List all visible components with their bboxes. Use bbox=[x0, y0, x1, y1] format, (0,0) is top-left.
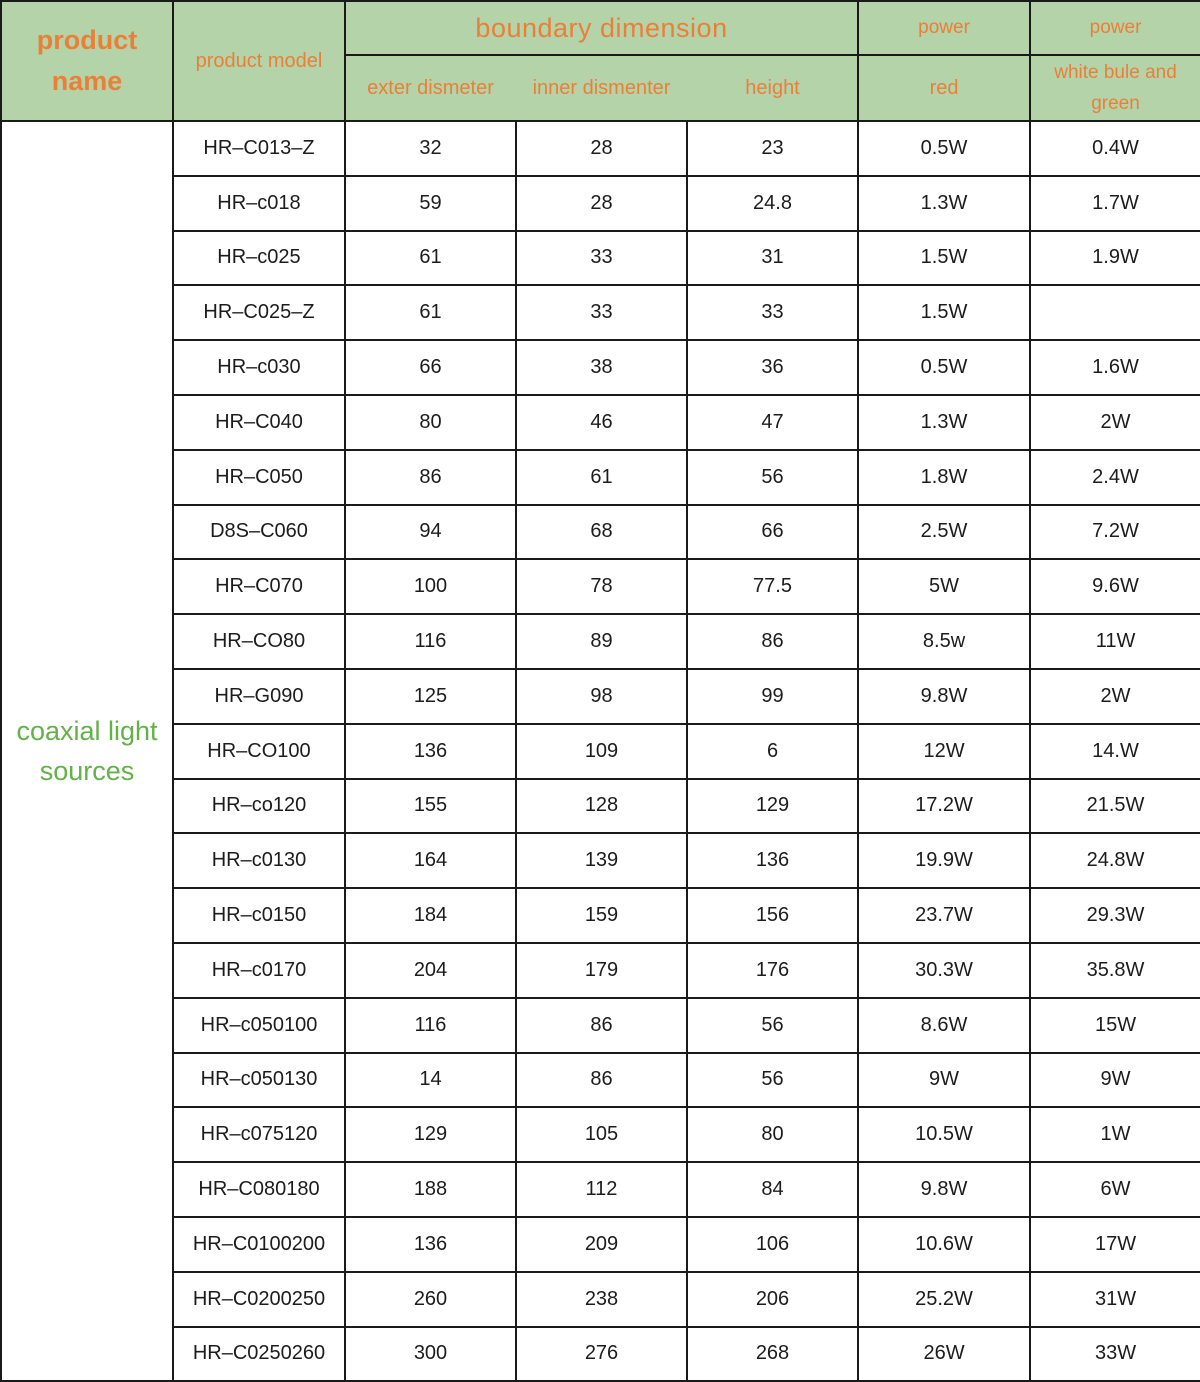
cell-inner-diameter: 276 bbox=[516, 1327, 687, 1382]
cell-inner-diameter: 61 bbox=[516, 450, 687, 505]
cell-model: HR–C013–Z bbox=[173, 121, 345, 176]
cell-model: HR–c050100 bbox=[173, 998, 345, 1053]
cell-power-wbg: 21.5W bbox=[1030, 779, 1200, 834]
cell-height: 80 bbox=[687, 1107, 858, 1162]
cell-height: 268 bbox=[687, 1327, 858, 1382]
table-row bbox=[1, 833, 1200, 888]
cell-model: HR–C050 bbox=[173, 450, 345, 505]
cell-power-red: 8.5w bbox=[858, 614, 1030, 669]
cell-inner-diameter: 28 bbox=[516, 121, 687, 176]
table-row bbox=[1, 505, 1200, 560]
cell-power-red: 10.6W bbox=[858, 1217, 1030, 1272]
cell-inner-diameter: 89 bbox=[516, 614, 687, 669]
cell-model: HR–c025 bbox=[173, 231, 345, 286]
table-row bbox=[1, 176, 1200, 231]
cell-height: 66 bbox=[687, 505, 858, 560]
cell-model: HR–C0200250 bbox=[173, 1272, 345, 1327]
cell-height: 56 bbox=[687, 1053, 858, 1108]
cell-height: 23 bbox=[687, 121, 858, 176]
cell-model: HR–CO100 bbox=[173, 724, 345, 779]
cell-power-wbg: 29.3W bbox=[1030, 888, 1200, 943]
cell-power-red: 1.5W bbox=[858, 285, 1030, 340]
cell-model: HR–c050130 bbox=[173, 1053, 345, 1108]
cell-height: 56 bbox=[687, 450, 858, 505]
cell-inner-diameter: 38 bbox=[516, 340, 687, 395]
cell-model: HR–C025–Z bbox=[173, 285, 345, 340]
cell-power-wbg: 15W bbox=[1030, 998, 1200, 1053]
cell-model: HR–c0170 bbox=[173, 943, 345, 998]
cell-power-red: 0.5W bbox=[858, 121, 1030, 176]
cell-inner-diameter: 33 bbox=[516, 231, 687, 286]
cell-model: HR–co120 bbox=[173, 779, 345, 834]
cell-model: HR–CO80 bbox=[173, 614, 345, 669]
cell-power-red: 12W bbox=[858, 724, 1030, 779]
cell-model: HR–c0150 bbox=[173, 888, 345, 943]
cell-power-red: 0.5W bbox=[858, 340, 1030, 395]
table-row bbox=[1, 1327, 1200, 1382]
cell-exter-diameter: 86 bbox=[345, 450, 516, 505]
cell-model: HR–c030 bbox=[173, 340, 345, 395]
header-boundary-dimension: boundary dimension bbox=[345, 1, 858, 55]
table-row bbox=[1, 1162, 1200, 1217]
group-label-cell: coaxial light sources bbox=[1, 121, 173, 1381]
table-row bbox=[1, 559, 1200, 614]
cell-power-red: 9.8W bbox=[858, 669, 1030, 724]
header-red: red bbox=[858, 55, 1030, 121]
cell-exter-diameter: 116 bbox=[345, 614, 516, 669]
table-row bbox=[1, 998, 1200, 1053]
cell-inner-diameter: 179 bbox=[516, 943, 687, 998]
cell-model: HR–c0130 bbox=[173, 833, 345, 888]
cell-exter-diameter: 32 bbox=[345, 121, 516, 176]
cell-inner-diameter: 209 bbox=[516, 1217, 687, 1272]
cell-power-red: 9.8W bbox=[858, 1162, 1030, 1217]
cell-height: 6 bbox=[687, 724, 858, 779]
cell-height: 176 bbox=[687, 943, 858, 998]
table-row bbox=[1, 121, 1200, 176]
table-row bbox=[1, 1053, 1200, 1108]
cell-height: 24.8 bbox=[687, 176, 858, 231]
cell-model: HR–C040 bbox=[173, 395, 345, 450]
cell-inner-diameter: 128 bbox=[516, 779, 687, 834]
cell-height: 36 bbox=[687, 340, 858, 395]
table-row bbox=[1, 779, 1200, 834]
cell-power-wbg: 1W bbox=[1030, 1107, 1200, 1162]
cell-exter-diameter: 155 bbox=[345, 779, 516, 834]
cell-power-red: 5W bbox=[858, 559, 1030, 614]
table-header bbox=[1, 1, 1200, 121]
cell-power-red: 1.8W bbox=[858, 450, 1030, 505]
cell-power-wbg: 31W bbox=[1030, 1272, 1200, 1327]
cell-power-wbg bbox=[1030, 285, 1200, 340]
cell-exter-diameter: 116 bbox=[345, 998, 516, 1053]
cell-inner-diameter: 112 bbox=[516, 1162, 687, 1217]
cell-model: HR–C0100200 bbox=[173, 1217, 345, 1272]
cell-power-red: 9W bbox=[858, 1053, 1030, 1108]
cell-height: 77.5 bbox=[687, 559, 858, 614]
table-row bbox=[1, 669, 1200, 724]
cell-power-red: 25.2W bbox=[858, 1272, 1030, 1327]
cell-exter-diameter: 164 bbox=[345, 833, 516, 888]
header-exter-diameter: exter dismeter bbox=[345, 55, 516, 121]
cell-inner-diameter: 139 bbox=[516, 833, 687, 888]
header-power-wbg-group: power bbox=[1030, 1, 1200, 55]
header-inner-diameter: inner dismenter bbox=[516, 55, 687, 121]
cell-power-wbg: 11W bbox=[1030, 614, 1200, 669]
cell-height: 86 bbox=[687, 614, 858, 669]
cell-exter-diameter: 204 bbox=[345, 943, 516, 998]
cell-inner-diameter: 68 bbox=[516, 505, 687, 560]
cell-power-wbg: 14.W bbox=[1030, 724, 1200, 779]
cell-exter-diameter: 59 bbox=[345, 176, 516, 231]
cell-model: HR–C080180 bbox=[173, 1162, 345, 1217]
cell-exter-diameter: 260 bbox=[345, 1272, 516, 1327]
header-product-name: product name bbox=[1, 1, 173, 121]
cell-power-red: 23.7W bbox=[858, 888, 1030, 943]
cell-exter-diameter: 136 bbox=[345, 724, 516, 779]
cell-height: 84 bbox=[687, 1162, 858, 1217]
cell-exter-diameter: 94 bbox=[345, 505, 516, 560]
cell-power-wbg: 9.6W bbox=[1030, 559, 1200, 614]
cell-power-red: 8.6W bbox=[858, 998, 1030, 1053]
cell-height: 129 bbox=[687, 779, 858, 834]
cell-inner-diameter: 86 bbox=[516, 1053, 687, 1108]
header-power-red-group: power bbox=[858, 1, 1030, 55]
cell-power-red: 19.9W bbox=[858, 833, 1030, 888]
cell-power-red: 17.2W bbox=[858, 779, 1030, 834]
cell-height: 106 bbox=[687, 1217, 858, 1272]
cell-power-wbg: 2W bbox=[1030, 669, 1200, 724]
cell-power-wbg: 2.4W bbox=[1030, 450, 1200, 505]
cell-exter-diameter: 300 bbox=[345, 1327, 516, 1382]
header-product-model: product model bbox=[173, 1, 345, 121]
cell-power-wbg: 6W bbox=[1030, 1162, 1200, 1217]
cell-power-wbg: 2W bbox=[1030, 395, 1200, 450]
header-white-blue-green: white bule and green bbox=[1030, 55, 1200, 121]
cell-exter-diameter: 136 bbox=[345, 1217, 516, 1272]
header-height: height bbox=[687, 55, 858, 121]
cell-inner-diameter: 78 bbox=[516, 559, 687, 614]
cell-exter-diameter: 61 bbox=[345, 285, 516, 340]
cell-power-wbg: 1.6W bbox=[1030, 340, 1200, 395]
cell-power-red: 1.3W bbox=[858, 395, 1030, 450]
cell-power-red: 26W bbox=[858, 1327, 1030, 1382]
cell-power-wbg: 9W bbox=[1030, 1053, 1200, 1108]
cell-power-wbg: 1.9W bbox=[1030, 231, 1200, 286]
cell-inner-diameter: 238 bbox=[516, 1272, 687, 1327]
cell-power-red: 30.3W bbox=[858, 943, 1030, 998]
cell-inner-diameter: 46 bbox=[516, 395, 687, 450]
cell-power-wbg: 24.8W bbox=[1030, 833, 1200, 888]
cell-height: 206 bbox=[687, 1272, 858, 1327]
cell-power-red: 1.3W bbox=[858, 176, 1030, 231]
cell-inner-diameter: 33 bbox=[516, 285, 687, 340]
cell-inner-diameter: 28 bbox=[516, 176, 687, 231]
cell-power-red: 2.5W bbox=[858, 505, 1030, 560]
cell-height: 99 bbox=[687, 669, 858, 724]
table-row bbox=[1, 614, 1200, 669]
cell-exter-diameter: 61 bbox=[345, 231, 516, 286]
cell-inner-diameter: 98 bbox=[516, 669, 687, 724]
table-row bbox=[1, 285, 1200, 340]
cell-exter-diameter: 129 bbox=[345, 1107, 516, 1162]
table-row bbox=[1, 888, 1200, 943]
table-row bbox=[1, 1217, 1200, 1272]
cell-exter-diameter: 66 bbox=[345, 340, 516, 395]
cell-power-wbg: 1.7W bbox=[1030, 176, 1200, 231]
cell-power-wbg: 0.4W bbox=[1030, 121, 1200, 176]
cell-power-red: 1.5W bbox=[858, 231, 1030, 286]
cell-exter-diameter: 125 bbox=[345, 669, 516, 724]
cell-height: 136 bbox=[687, 833, 858, 888]
cell-height: 31 bbox=[687, 231, 858, 286]
cell-height: 56 bbox=[687, 998, 858, 1053]
cell-inner-diameter: 86 bbox=[516, 998, 687, 1053]
cell-exter-diameter: 80 bbox=[345, 395, 516, 450]
cell-power-wbg: 35.8W bbox=[1030, 943, 1200, 998]
table-row bbox=[1, 1107, 1200, 1162]
cell-exter-diameter: 188 bbox=[345, 1162, 516, 1217]
cell-inner-diameter: 105 bbox=[516, 1107, 687, 1162]
cell-model: HR–G090 bbox=[173, 669, 345, 724]
cell-power-wbg: 33W bbox=[1030, 1327, 1200, 1382]
cell-power-red: 10.5W bbox=[858, 1107, 1030, 1162]
table-row bbox=[1, 231, 1200, 286]
cell-inner-diameter: 159 bbox=[516, 888, 687, 943]
table-body bbox=[1, 121, 1200, 1381]
table-row bbox=[1, 340, 1200, 395]
table-row bbox=[1, 943, 1200, 998]
cell-model: D8S–C060 bbox=[173, 505, 345, 560]
cell-power-wbg: 17W bbox=[1030, 1217, 1200, 1272]
table-row bbox=[1, 724, 1200, 779]
cell-model: HR–C070 bbox=[173, 559, 345, 614]
cell-inner-diameter: 109 bbox=[516, 724, 687, 779]
cell-height: 47 bbox=[687, 395, 858, 450]
cell-height: 33 bbox=[687, 285, 858, 340]
cell-exter-diameter: 14 bbox=[345, 1053, 516, 1108]
table-row bbox=[1, 1272, 1200, 1327]
cell-height: 156 bbox=[687, 888, 858, 943]
cell-model: HR–C0250260 bbox=[173, 1327, 345, 1382]
cell-exter-diameter: 100 bbox=[345, 559, 516, 614]
cell-exter-diameter: 184 bbox=[345, 888, 516, 943]
cell-power-wbg: 7.2W bbox=[1030, 505, 1200, 560]
cell-model: HR–c018 bbox=[173, 176, 345, 231]
table-row bbox=[1, 450, 1200, 505]
cell-model: HR–c075120 bbox=[173, 1107, 345, 1162]
table-row bbox=[1, 395, 1200, 450]
